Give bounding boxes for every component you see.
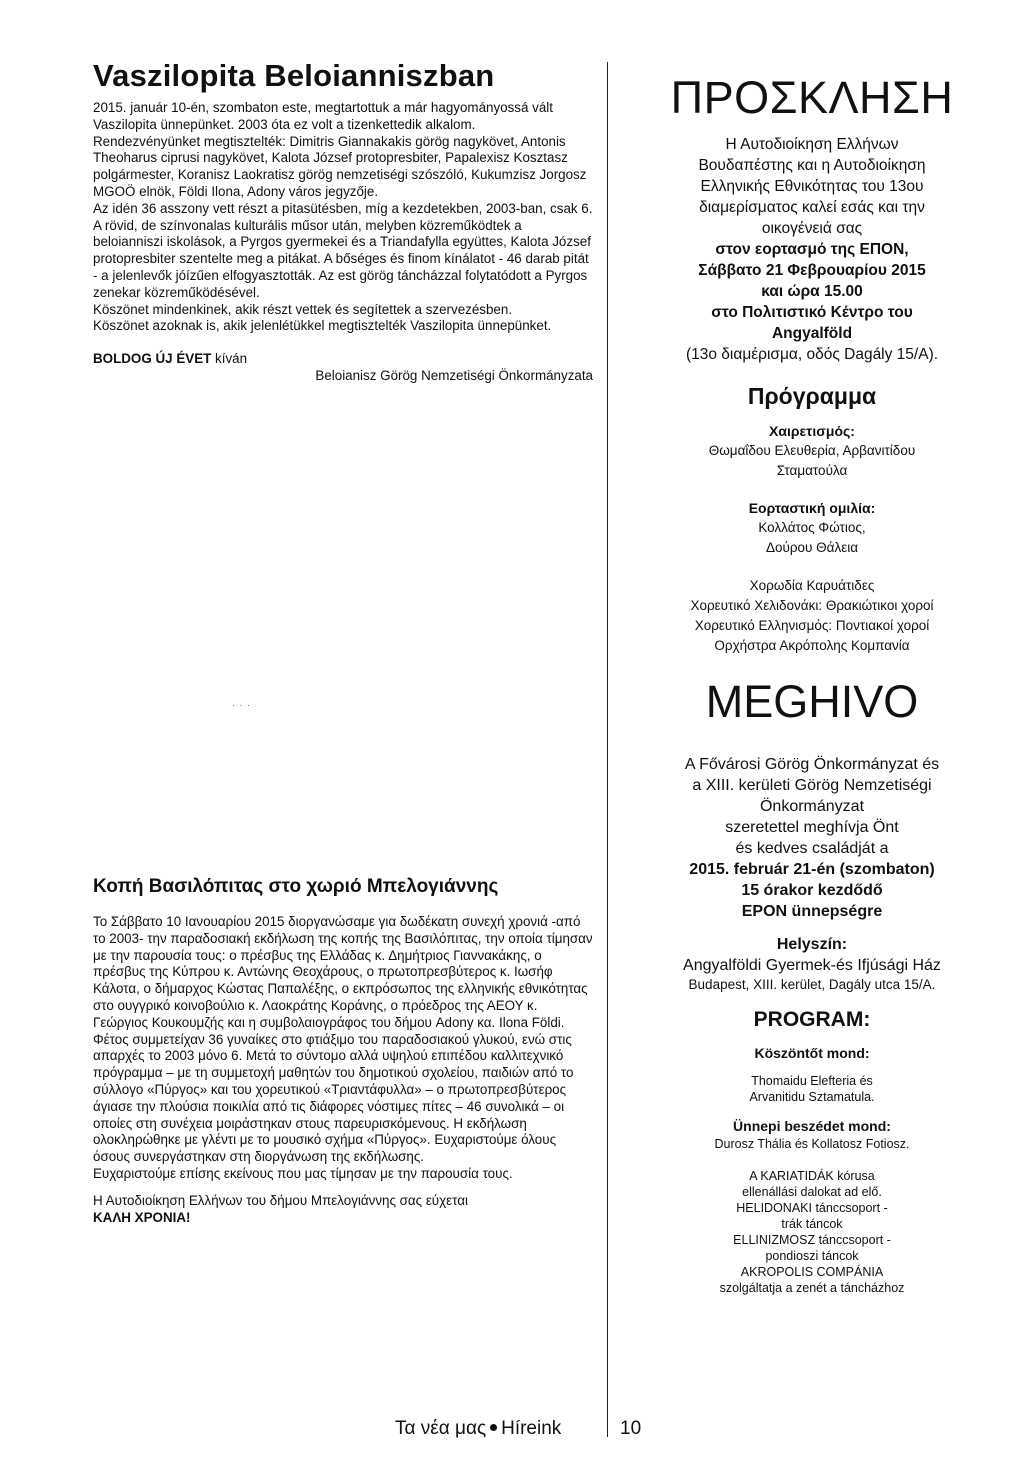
greek-paragraph: Ευχαριστούμε επίσης εκείνους που μας τίμησαν με την παρουσία τους. xyxy=(93,1165,513,1181)
hungarian-speech-head: Ünnepi beszédet mond: xyxy=(733,1118,891,1134)
greek-intro-line: Η Αυτοδιοίκηση Ελλήνων xyxy=(725,136,899,153)
hungarian-invitation-title: MEGHIVO xyxy=(705,676,919,727)
hungarian-paragraph: Az idén 36 asszony vett részt a pitasütésben, míg a kezdetekben, 2003-ban, csak 6. A rövid, de színvonalas kulturális műsor után, melyben közreműködtek a beloianniszi iskolások, a Pyrgos gyermekei és a Triandafylla együttes, Kalota József protopresbiter szentelte meg a pitákat. A bőséges és finom kínálatot - 46 darab pitát - a jelenlevők jóízűen elfogyasztották. Az est görög táncházzal folytatódott a Pyrgos zenekar közreműködésével. xyxy=(93,200,593,300)
hungarian-paragraph: Rendezvényünket megtisztelték: Dimitris Giannakakis görög nagykövet, Antonis Theoharus ciprusi nagykövet, Kalota József protopresbiter, Papalexisz Kosztasz polgármester, Koranisz Laokratisz görög nemzetiségi szószóló, Kukumzisz Jorgosz MGOÖ elnök, Földi Ilona, Adony város jegyzője. xyxy=(93,133,587,199)
venue-address: Budapest, XIII. kerület, Dagály utca 15/A. xyxy=(688,977,936,992)
hungarian-article-title: Vaszilopita Beloianniszban xyxy=(93,58,495,93)
greek-intro-line: οικογένειά σας xyxy=(761,220,863,237)
greek-performer: Ορχήστρα Ακρόπολης Κομπανία xyxy=(714,638,910,653)
greek-speech-name: Δούρου Θάλεια xyxy=(765,540,859,555)
greek-closing-bold: ΚΑΛΗ ΧΡΟΝΙΑ! xyxy=(93,1209,191,1225)
greek-speech-name: Κολλάτος Φώτιος, xyxy=(758,520,866,535)
hungarian-performer: ELLINIZMOSZ tánccsoport - xyxy=(733,1233,891,1247)
hungarian-paragraph: Köszönet azoknak is, akik jelenlétükkel megtisztelték Vaszilopita ünnepünket. xyxy=(93,318,552,334)
hungarian-article-body xyxy=(93,100,593,335)
greek-greeting-name: Σταματούλα xyxy=(776,463,848,478)
hungarian-performers xyxy=(612,1168,1012,1296)
greek-performer: Χορευτικό Χελιδονάκι: Θρακιώτικοι χοροί xyxy=(690,598,934,613)
greek-performers xyxy=(612,576,1012,656)
hungarian-greeting-name: Arvanitidu Sztamatula. xyxy=(749,1090,875,1104)
greek-greeting-head: Χαιρετισμός: xyxy=(769,423,855,439)
greek-greeting-block xyxy=(612,422,1012,481)
hungarian-intro-line: a XIII. kerületi Görög Nemzetiségi xyxy=(692,777,932,794)
venue-head: Helyszín: xyxy=(776,936,848,953)
hungarian-performer: HELIDONAKI tánccsoport - xyxy=(736,1201,888,1215)
greek-program-title: Πρόγραμμα xyxy=(747,383,877,409)
hungarian-intro-line: Önkormányzat xyxy=(759,798,865,815)
bullet-icon xyxy=(490,1424,497,1431)
greek-performer: Χορωδία Καρυάτιδες xyxy=(749,578,875,593)
greek-event-line: στο Πολιτιστικό Κέντρο του xyxy=(711,304,913,321)
greek-speech-head: Εορταστική ομιλία: xyxy=(748,500,876,516)
footer-section-greek: Τα νέα μας xyxy=(395,1418,487,1439)
hungarian-paragraph: 2015. január 10-én, szombaton este, megtartottuk a már hagyományossá vált Vaszilopita ünnepünket. 2003 óta ez volt a tizenkettedik alkalom. xyxy=(93,100,554,132)
greek-article-body xyxy=(93,914,593,1226)
hungarian-article xyxy=(93,58,593,384)
greek-paragraph: Το Σάββατο 10 Ιανουαρίου 2015 διοργανώσαμε για δωδέκατη συνεχή χρονιά -από το 2003- την παραδοσιακή εκδήλωση της κοπής της Βασιλόπιτας, την οποία τίμησαν με την παρουσία τους: ο πρέσβυς της Ελλάδας κ. Δημήτριος Γιαννακάκης, ο πρέσβυς της Κύπρου κ. Αντώνης Θεοχάρους, ο πρωτοπρεσβύτερος κ. Ιωσήφ Κάλοτα, ο δήμαρχος Κώστας Παπαλέξης, ο εκπρόσωπος της ελληνικής εθνικότητας στο ουγγρικό κοινοβούλιο κ. Λαοκράτης Κοράνης, ο πρόεδρος της ΑΕΟΥ κ. Γεώργιος Κουκουμζής και η συμβολαιογράφος του δήμου Adony κα. Ilona Földi. xyxy=(93,914,593,1030)
greek-intro-line: Ελληνικής Εθνικότητας του 13ου xyxy=(700,178,924,195)
hungarian-performer: trák táncok xyxy=(781,1217,843,1231)
hungarian-performer: A KARIATIDÁK kórusa xyxy=(749,1169,875,1183)
column-divider xyxy=(607,62,608,1437)
hungarian-speech-block xyxy=(612,1117,1012,1152)
hungarian-event-line: 15 órakor kezdődő xyxy=(741,882,883,899)
hungarian-performer: szolgáltatja a zenét a táncházhoz xyxy=(719,1281,905,1295)
footer-section-hungarian: Híreink xyxy=(501,1418,562,1439)
greek-speech-block xyxy=(612,499,1012,558)
hungarian-event-line: EPON ünnepségre xyxy=(741,903,883,920)
hungarian-greeting-head: Köszöntőt mond: xyxy=(754,1045,870,1061)
hungarian-greeting-block xyxy=(612,1044,1012,1105)
greek-invitation-title: ΠΡΟΣΚΛΗΣΗ xyxy=(670,72,954,123)
hungarian-intro-line: és kedves családját a xyxy=(735,840,889,857)
hungarian-intro-line: szeretettel meghívja Önt xyxy=(725,819,899,836)
new-year-greeting xyxy=(93,350,593,367)
hungarian-paragraph: Köszönet mindenkinek, akik részt vettek és segítettek a szervezésben. xyxy=(93,301,513,317)
hungarian-signature: Beloianisz Görög Nemzetiségi Önkormányzata xyxy=(315,368,593,384)
greek-address: (13ο διαμέρισμα, οδός Dagály 15/A). xyxy=(685,346,939,363)
venue-name: Angyalföldi Gyermek-és Ifjúsági Ház xyxy=(683,957,941,974)
greek-closing: Η Αυτοδιοίκηση Ελλήνων του δήμου Μπελογιάννης σας εύχεται xyxy=(93,1192,468,1208)
hungarian-performer: pondioszi táncok xyxy=(765,1249,859,1263)
scan-specks: · · · xyxy=(232,700,251,710)
greek-intro-line: Βουδαπέστης και η Αυτοδιοίκηση xyxy=(698,157,926,174)
greek-performer: Χορευτικό Ελληνισμός: Ποντιακοί χοροί xyxy=(694,618,930,633)
hungarian-speech-name: Durosz Thália és Kollatosz Fotiosz. xyxy=(714,1137,910,1151)
hungarian-event-line: 2015. február 21-én (szombaton) xyxy=(689,861,935,878)
greek-article-title: Κοπή Βασιλόπιτας στο χωριό Μπελογιάννης xyxy=(93,876,499,897)
greeting-rest: kíván xyxy=(211,351,248,367)
greek-article xyxy=(93,876,593,1226)
greek-event-line: στον εορτασμό της ΕΠΟΝ, xyxy=(715,241,909,258)
footer-section-label xyxy=(395,1418,561,1440)
hungarian-performer: AKROPOLIS COMPÁNIA xyxy=(740,1265,884,1279)
greek-event-line: Angyalföld xyxy=(771,325,853,342)
hungarian-performer: ellenállási dalokat ad elő. xyxy=(742,1185,882,1199)
greek-event-line: και ώρα 15.00 xyxy=(761,283,863,300)
hungarian-program-title: PROGRAM: xyxy=(753,1008,871,1031)
greek-event-line: Σάββατο 21 Φεβρουαρίου 2015 xyxy=(698,262,926,279)
greek-greeting-name: Θωμαΐδου Ελευθερία, Αρβανιτίδου xyxy=(708,443,916,458)
greeting-bold: BOLDOG ÚJ ÉVET xyxy=(93,351,212,367)
invitations-column xyxy=(612,72,1012,1296)
hungarian-greeting-name: Thomaidu Elefteria és xyxy=(751,1074,873,1088)
hungarian-intro-line: A Fővárosi Görög Önkormányzat és xyxy=(684,756,940,773)
greek-paragraph: Φέτος συμμετείχαν 36 γυναίκες στο φτιάξιμο του παραδοσιακού γλυκού, ενώ στις απαρχές το 2003 μόνο 6. Μετά το σύντομο αλλά υψηλού επιπέδου καλλιτεχνικό πρόγραμμα – με τη συμμετοχή μαθητών του δημοτικού σχολείου, παιδιών από το σύλλογο «Πύργος» και του χορευτικού «Τριαντάφυλλα» – ο πρωτοπρεσβύτερος άγιασε την πλούσια ποικιλία από τις διάφορες νόστιμες πίτες – 46 συνολικά – οι οποίες στη συνέχεια μοιράστηκαν στους παρευρισκόμενους. Η εκδήλωση ολοκληρώθηκε με γλέντι με το μουσικό σχήμα «Πύργος». Ευχαριστούμε όλους όσους συνεργάστηκαν στη διοργάνωση της εκδήλωσης. xyxy=(93,1031,574,1165)
page-number: 10 xyxy=(620,1418,642,1439)
greek-intro-line: διαμερίσματος καλεί εσάς και την xyxy=(699,199,925,216)
